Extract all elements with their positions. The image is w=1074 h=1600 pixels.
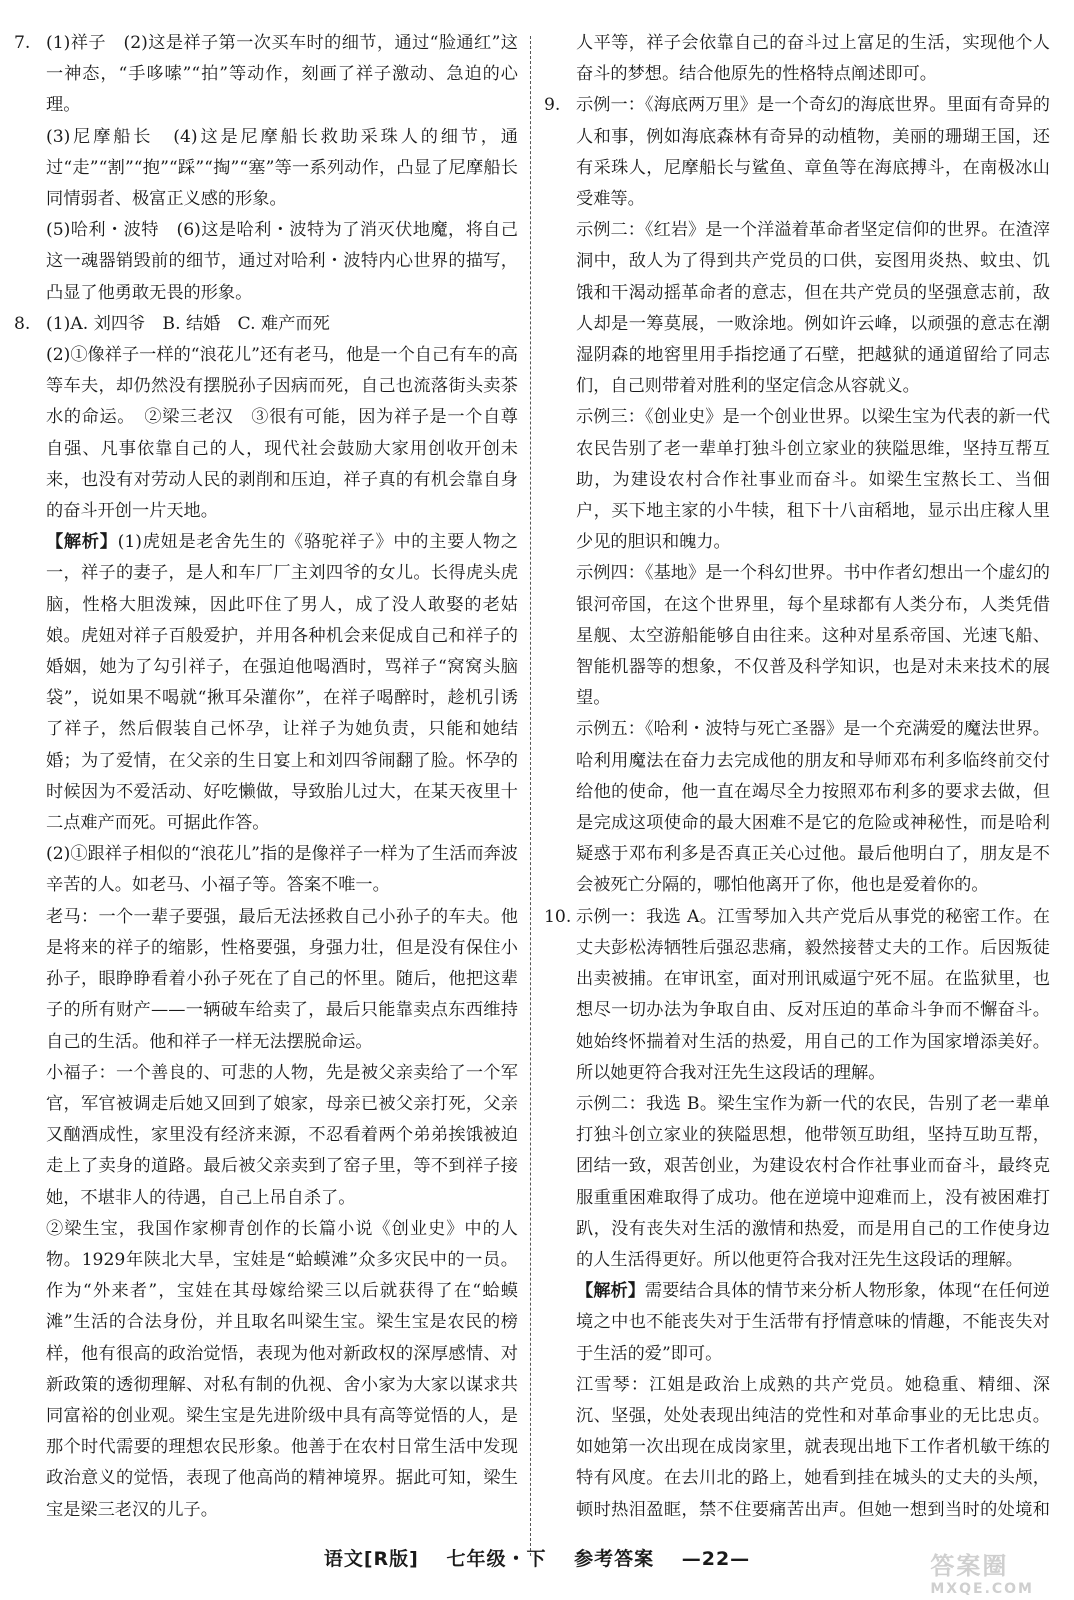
analysis-text: ②梁生宝，我国作家柳青创作的长篇小说《创业史》中的人物。1929年陕北大旱，宝娃是“蛤蟆滩”众多灾民中的一员。作为“外来者”，宝娃在其母嫁给梁三以后就获得了在“蛤蟆滩”生活的合法身份，并且取名叫梁生宝。梁生宝是农民的榜样，他有很高的政治觉悟，表现为他对新政权的深厚感情、对新政策的透彻理解、对私有制的仇视、舍小家为大家以谋求共同富裕的创业观。梁生宝是先进阶级中具有高等觉悟的人，是那个时代需要的理想农民形象。他善于在农村日常生活中发现政治意义的觉悟，表现了他高尚的精神境界。据此可知，梁生宝是梁三老汉的儿子。 xyxy=(46,1218,518,1520)
answer-text: (3)尼摩船长 (4)这是尼摩船长救助采珠人的细节，通过“走”“割”“抱”“踩”“掏”“塞”等一系列动作，凸显了尼摩船长同情弱者、极富正义感的形象。 xyxy=(46,126,518,210)
footer-label: 参考答案 xyxy=(574,1548,655,1570)
answer-text: (2)①像祥子一样的“浪花儿”还有老马，他是一个自己有车的高等车夫，却仍然没有摆脱孙子因病而死，自己也流落街头卖茶水的命运。 ②梁三老汉 ③很有可能，因为祥子是一个自尊自强、凡事依靠自己的人，现代社会鼓励大家用创收开创未来，也没有对劳动人民的剥削和压迫，祥子真的有机会靠自身的奋斗开创一片天地。 xyxy=(46,345,518,522)
analysis-text: 江雪琴：江姐是政治上成熟的共产党员。她稳重、精细、深沉、坚强，处处表现出纯洁的党性和对革命事业的无比忠贞。如她第一次出现在成岗家里，就表现出地下工作者机敏干练的特有风度。在去川北的路上，她看到挂在城头的丈夫的头颅，顿时热泪盈眶，禁不住要痛苦出声。但她一想到当时的处境和 xyxy=(576,1374,1050,1520)
analysis-tag: 【解析】 xyxy=(576,1281,645,1302)
question-number: 7. xyxy=(14,33,31,53)
footer-subject: 语文[R版] xyxy=(323,1548,419,1570)
column-divider xyxy=(530,36,531,1556)
example-text: 示例二：《红岩》是一个洋溢着革命者坚定信仰的世界。在渣滓洞中，敌人为了得到共产党员的口供，妄图用炎热、蚊虫、饥饿和干渴动摇革命者的意志，但在共产党员的坚强意志前，敌人却是一筹莫展，一败涂地。例如许云峰，以顽强的意志在潮湿阴森的地窖里用手指挖通了石壁，把越狱的通道留给了同志们，自己则带着对胜利的坚定信念从容就义。 xyxy=(576,220,1050,397)
example-text: 示例四：《基地》是一个科幻世界。书中作者幻想出一个虚幻的银河帝国，在这个世界里，每个星球都有人类分布，人类凭借星舰、太空游船能够自由往来。这种对星系帝国、光速飞船、智能机器等的想象，不仅普及科学知识，也是对未来技术的展望。 xyxy=(576,563,1050,709)
answer-text: (1)祥子 (2)这是祥子第一次买车时的细节，通过“脸通红”这一神态，“手哆嗦”“拍”等动作，刻画了祥子激动、急迫的心理。 xyxy=(46,33,518,116)
question-number: 9. xyxy=(544,95,561,116)
analysis-text: 老马：一个一辈子要强，最后无法拯救自己小孙子的车夫。他是将来的祥子的缩影，性格要强，身强力壮，但是没有保住小孙子，眼睁睁看着小孙子死在了自己的怀里。随后，他把这辈子的所有财产——一辆破车给卖了，最后只能靠卖点东西维持自己的生活。他和祥子一样无法摆脱命运。 xyxy=(46,906,518,1052)
answer-text: 人平等，祥子会依靠自己的奋斗过上富足的生活，实现他个人奋斗的梦想。结合他原先的性格特点阐述即可。 xyxy=(576,33,1050,85)
answer-text: (1)A. 刘四爷 B. 结婚 C. 难产而死 xyxy=(46,313,330,334)
answer-text: (5)哈利・波特 (6)这是哈利・波特为了消灭伏地魔，将自己这一魂器销毁前的细节，通过对哈利・波特内心世界的描写，凸显了他勇敢无畏的形象。 xyxy=(46,220,518,303)
footer-grade: 七年级・下 xyxy=(446,1548,547,1570)
analysis-tag: 【解析】 xyxy=(46,532,118,553)
analysis-text: 小福子：一个善良的、可悲的人物，先是被父亲卖给了一个军官，军官被调走后她又回到了娘家，母亲已被父亲打死，父亲又酗酒成性，家里没有经济来源，不忍看着两个弟弟挨饿被迫走上了卖身的道路。最后被父亲卖到了窑子里，等不到祥子接她，不堪非人的待遇，自己上吊自杀了。 xyxy=(46,1062,518,1208)
watermark-line1: 答案圈 xyxy=(930,1552,1009,1580)
question-number: 8. xyxy=(14,313,31,334)
answer-9 xyxy=(544,90,1050,901)
answer-10 xyxy=(544,902,1050,1528)
analysis-text xyxy=(46,1526,518,1528)
watermark-line2: MXQE.COM xyxy=(930,1581,1034,1597)
answer-8-continued xyxy=(544,28,1050,90)
example-text: 示例一：我选 A。江雪琴加入共产党后从事党的秘密工作。在丈夫彭松涛牺牲后强忍悲痛，毅然接替丈夫的工作。后因叛徒出卖被捕。在审讯室，面对刑讯威逼宁死不屈。在监狱里，也想尽一切办法为争取自由、反对压迫的革命斗争而不懈奋斗。她始终怀揣着对生活的热爱，用自己的工作为国家增添美好。所以她更符合我对汪先生这段话的理解。 xyxy=(576,906,1050,1083)
analysis-paragraph: 【解析】需要结合具体的情节来分析人物形象，体现“在任何逆境之中也不能丧失对于生活带有抒情意味的情趣，不能丧失对于生活的爱”即可。 xyxy=(576,1281,1050,1364)
analysis-text: (2)①跟祥子相似的“浪花儿”指的是像祥子一样为了生活而奔波辛苦的人。如老马、小福子等。答案不唯一。 xyxy=(46,844,518,896)
question-number: 10. xyxy=(544,906,572,927)
example-text: 示例二：我选 B。梁生宝作为新一代的农民，告别了老一辈单打独斗创立家业的狭隘思想，他带领互助组，坚持互助互帮，团结一致，艰苦创业，为建设农村合作社事业而奋斗，最终克服重重困难取得了成功。他在逆境中迎难而上，没有被困难打趴，没有丧失对生活的激情和热爱，而是用自己的工作使身边的人生活得更好。所以他更符合我对汪先生这段话的理解。 xyxy=(576,1093,1050,1270)
left-column xyxy=(14,28,518,1528)
example-text: 示例一：《海底两万里》是一个奇幻的海底世界。里面有奇异的人和事，例如海底森林有奇异的动植物，美丽的珊瑚王国，还有采珠人，尼摩船长与鲨鱼、章鱼等在海底搏斗，在南极冰山受难等。 xyxy=(576,95,1050,210)
footer-page-number: —22— xyxy=(681,1548,751,1570)
right-column xyxy=(544,28,1050,1528)
watermark-logo xyxy=(930,1546,1034,1597)
analysis-paragraph: 【解析】(1)虎妞是老舍先生的《骆驼祥子》中的主要人物之一，祥子的妻子，是人和车厂厂主刘四爷的女儿。长得虎头虎脑，性格大胆泼辣，因此吓住了男人，成了没人敢娶的老姑娘。虎妞对祥子百般爱护，并用各种机会来促成自己和祥子的婚姻，她为了勾引祥子，在强迫他喝酒时，骂祥子“窝窝头脑袋”，说如果不喝就“揪耳朵灌你”，在祥子喝醉时，趁机引诱了祥子，然后假装自己怀孕，让祥子为她负责，只能和她结婚；为了爱情，在父亲的生日宴上和刘四爷闹翻了脸。怀孕的时候因为不爱活动、好吃懒做，导致胎儿过大，在某天夜里十二点难产而死。可据此作答。 xyxy=(46,532,518,834)
answer-8 xyxy=(14,309,518,1528)
answer-7 xyxy=(14,28,518,309)
example-text: 示例五：《哈利・波特与死亡圣器》是一个充满爱的魔法世界。哈利用魔法在奋力去完成他的朋友和导师邓布利多临终前交付给他的使命，他一直在竭尽全力按照邓布利多的要求去做，但是完成这项使命的最大困难不是它的危险或神秘性，而是哈利疑惑于邓布利多是否真正关心过他。最后他明白了，朋友是不会被死亡分隔的，哪怕他离开了你，他也是爱着你的。 xyxy=(576,719,1050,896)
example-text: 示例三：《创业史》是一个创业世界。以梁生宝为代表的新一代农民告别了老一辈单打独斗创立家业的狭隘思维，坚持互帮互助，为建设农村合作社事业而奋斗。如梁生宝熬长工、当佃户，买下地主家的小牛犊，租下十八亩稻地，显示出庄稼人里少见的胆识和魄力。 xyxy=(576,407,1050,553)
page-footer xyxy=(0,1544,1074,1571)
